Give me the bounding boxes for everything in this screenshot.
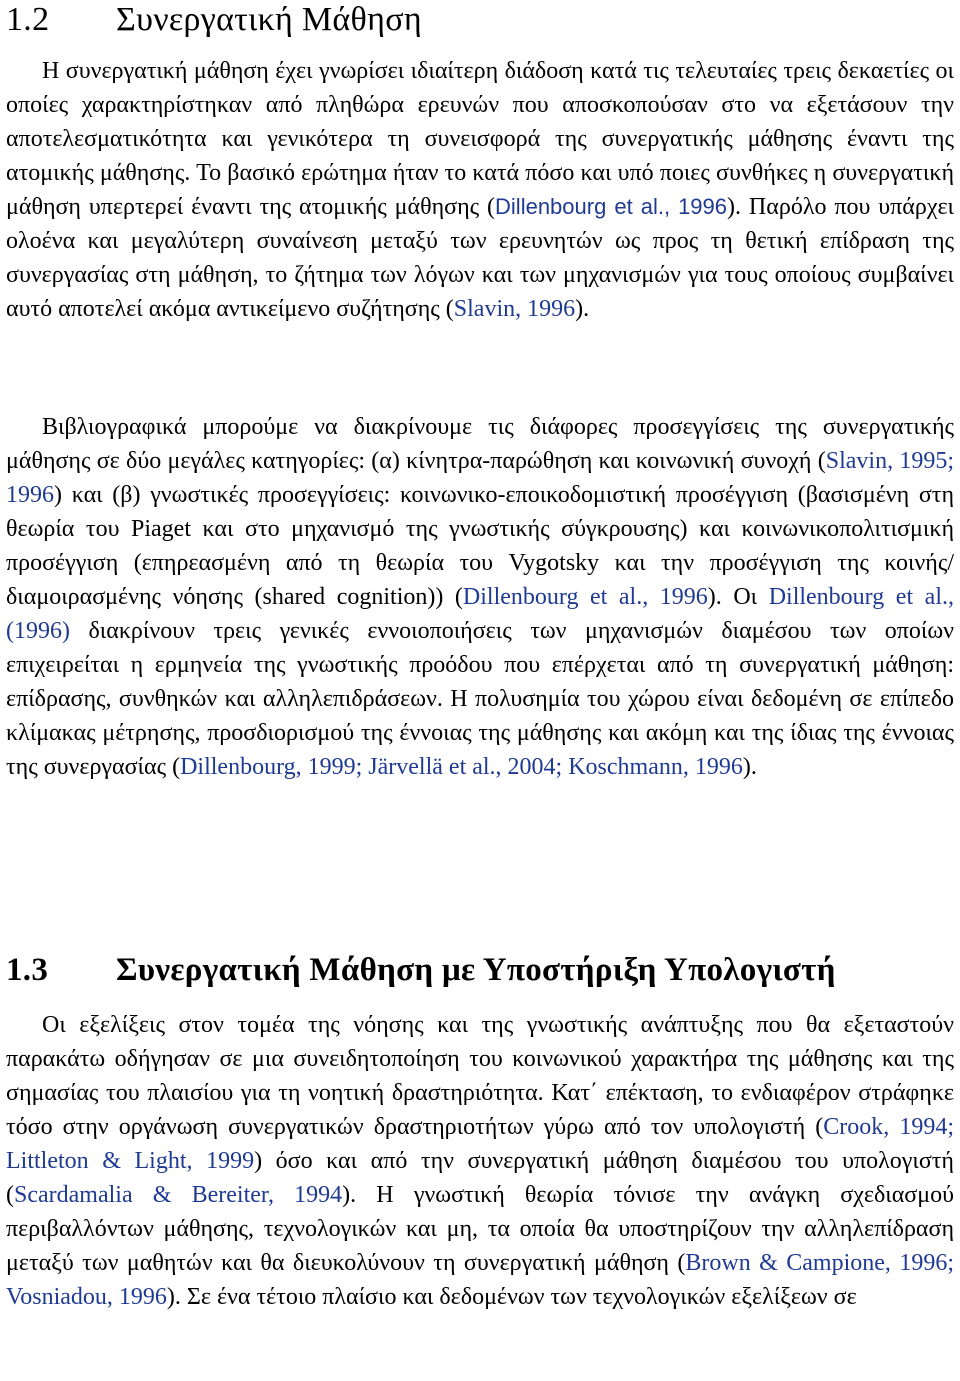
paragraph-text: ) όσο και από την συνεργατική μάθηση διαμέσου του υπολογιστή (: [6, 1148, 954, 1208]
citation: Scardamalia & Bereiter, 1994: [14, 1182, 343, 1208]
paragraph-text: ).: [575, 296, 590, 322]
citation: Brown & Campione, 1996; Vosniadou, 1996: [6, 1250, 954, 1310]
section-heading-1-2: [6, 0, 422, 40]
paragraph-text: ). Η γνωστική θεωρία τόνισε την ανάγκη σχεδιασμού περιβαλλόντων μάθησης, τεχνολογικών και μη, τα οποία θα υποστηρίζουν την αλληλεπίδραση μεταξύ των μαθητών και θα διευκολύνουν τη συνεργατική μάθηση (: [6, 1182, 954, 1276]
citation: Dillenbourg, 1999; Järvellä et al., 2004; Koschmann, 1996: [180, 754, 743, 780]
paragraph-text: Οι εξελίξεις στον τομέα της νόησης και της γνωστικής ανάπτυξης που θα εξεταστούν παρακάτω οδήγησαν σε μια συνειδητοποίηση του κοινωνικού χαρακτήρα της μάθησης και της σημασίας του πλαισίου για τη νοητική δραστηριότητα. Κατ΄ επέκταση, το ενδιαφέρον στράφηκε τόσο στην οργάνωση συνεργατικών δραστηριοτήτων γύρω από τον υπολογιστή (: [6, 1012, 954, 1140]
section-title: Συνεργατική Μάθηση: [116, 1, 422, 38]
paragraph-text: ). Παρόλο που υπάρχει ολοένα και μεγαλύτερη συναίνεση μεταξύ των ερευνητών ως προς τη θετική επίδραση της συνεργασίας στη μάθηση, το ζήτημα των λόγων και των μηχανισμών για τους οποίους συμβαίνει αυτό αποτελεί ακόμα αντικείμενο συζήτησης (: [6, 194, 955, 322]
paragraph-text: διακρίνουν τρεις γενικές εννοιοποιήσεις των μηχανισμών διαμέσου των οποίων επιχειρείται η ερμηνεία της γνωστικής προόδου που επέρχεται από τη συνεργατική μάθηση: επίδρασης, συνθηκών και αλληλεπιδράσεων. Η πολυσημία του χώρου είναι δεδομένη σε επίπεδο κλίμακας μέτρησης, προσδιορισμού της έννοιας της μάθησης και ακόμη και της ίδιας της έννοιας της συνεργασίας (: [6, 618, 954, 780]
paragraph-text: ). Σε ένα τέτοιο πλαίσιο και δεδομένων των τεχνολογικών εξελίξεων σε: [166, 1284, 857, 1310]
citation: Dillenbourg et al., 1996: [462, 584, 708, 610]
paragraph-3: [6, 1008, 954, 1314]
paragraph-1: [6, 54, 954, 326]
section-title: Συνεργατική Μάθηση με Υποστήριξη Υπολογιστή: [116, 952, 836, 988]
paragraph-text: ) και (β) γνωστικές προσεγγίσεις: κοινωνικο-εποικοδομιστική προσέγγιση (βασισμένη στη θεωρία του Piaget και στο μηχανισμό της γνωστικής σύγκρουσης) και κοινωνικοπολιτισμική προσέγγιση (επηρεασμένη από τη θεωρία του Vygotsky και την προσέγγιση της κοινής/διαμοιρασμένης νόησης (shared cognition)) (: [6, 482, 954, 610]
paragraph-text: ). Οι: [707, 584, 769, 610]
citation: Slavin, 1996: [453, 296, 576, 322]
section-number: 1.3: [6, 952, 49, 988]
paragraph-2: [6, 410, 954, 784]
section-number: 1.2: [6, 1, 50, 38]
citation: Dillenbourg et al., (1996): [6, 584, 954, 644]
section-heading-1-3: [6, 950, 836, 990]
paragraph-text: Η συνεργατική μάθηση έχει γνωρίσει ιδιαίτερη διάδοση κατά τις τελευταίες τρεις δεκαετίες οι οποίες χαρακτηρίστηκαν από πληθώρα ερευνών που αποσκοπούσαν στο να εξετάσουν την αποτελεσματικότητα και γενικότερα τη συνεισφορά της συνεργατικής μάθησης έναντι της ατομικής μάθησης. Το βασικό ερώτημα ήταν το κατά πόσο και υπό ποιες συνθήκες η συνεργατική μάθηση υπερτερεί έναντι της ατομικής μάθησης (: [6, 58, 954, 220]
paragraph-text: ).: [742, 754, 757, 780]
citation: Dillenbourg et al., 1996: [495, 194, 728, 219]
paragraph-text: Βιβλιογραφικά μπορούμε να διακρίνουμε τις διάφορες προσεγγίσεις της συνεργατικής μάθησης σε δύο μεγάλες κατηγορίες: (α) κίνητρα-παρώθηση και κοινωνική συνοχή (: [6, 414, 954, 474]
citation: Crook, 1994; Littleton & Light, 1999: [6, 1114, 954, 1174]
citation: Slavin, 1995; 1996: [6, 448, 955, 508]
